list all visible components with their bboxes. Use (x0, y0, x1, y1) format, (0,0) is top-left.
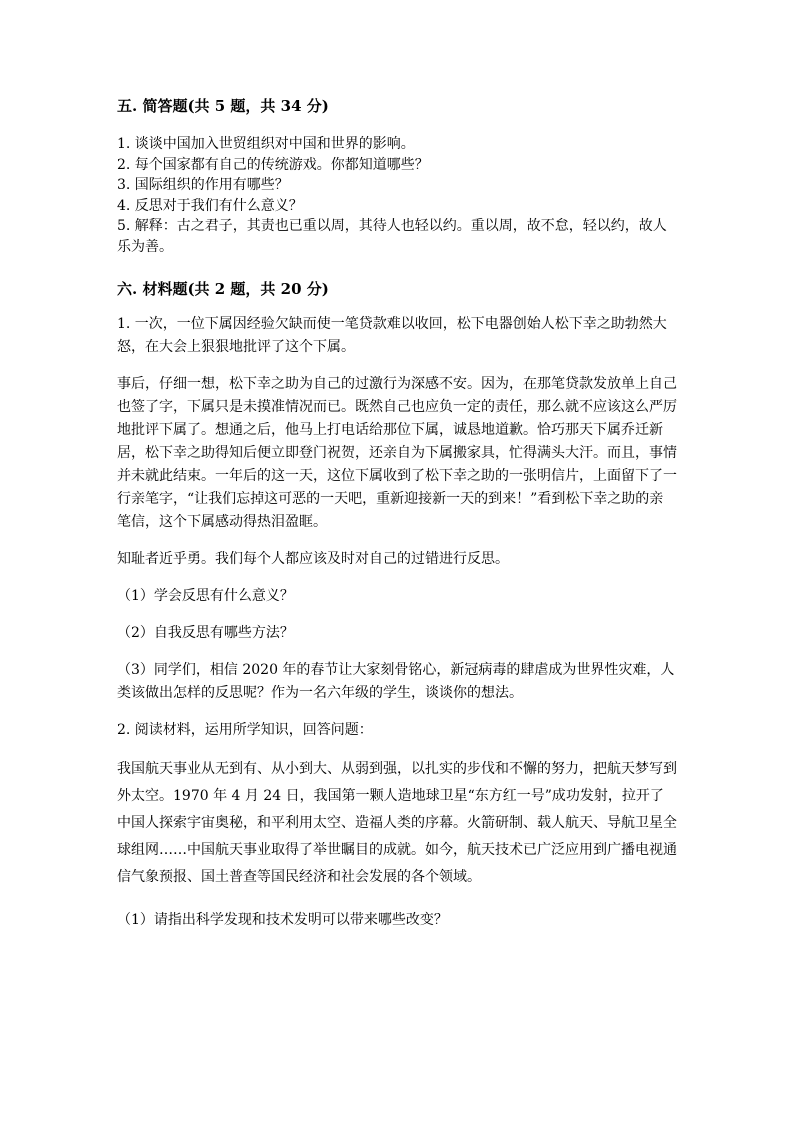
material-aerospace-text: 我国航天事业从无到有、从小到大、从弱到强，以扎实的步伐和不懈的努力，把航天梦写到外太空。1970 年 4 月 24 日，我国第一颗人造地球卫星“东方红一号”成功发射，拉开了中国人探索宇宙奥秘，和平利用太空、造福人类的序幕。火箭研制、载人航天、导航卫星全球组网……中国航天事业取得了举世瞩目的成就。如今，航天技术已广泛应用到广播电视通信气象预报、国土普查等国民经济和社会发展的各个领域。 (117, 761, 677, 885)
sub-question-q2-1: （1）请指出科学发现和技术发明可以带来哪些改变？ (117, 912, 448, 928)
question-item-4: 4. 反思对于我们有什么意义？ (117, 197, 303, 214)
material-question-1-intro: 1. 一次，一位下属因经验欠缺而使一笔贷款难以收回，松下电器创始人松下幸之助勃然大怒，在大会上狠狠地批评了这个下属。 (117, 316, 667, 355)
section5-list (117, 134, 677, 257)
material-question-2-intro: 2. 阅读材料，运用所学知识，回答问题： (117, 722, 373, 738)
question-item-5: 5. 解释：古之君子，其责也已重以周，其待人也轻以约。重以周，故不怠，轻以约，故人乐为善。 (117, 218, 667, 255)
sub-question-2: （2）自我反思有哪些方法？ (117, 625, 294, 641)
material-moral: 知耻者近乎勇。我们每个人都应该及时对自己的过错进行反思。 (117, 551, 509, 567)
section5-heading: 五. 简答题(共 5 题，共 34 分) (117, 97, 329, 115)
question-item-1: 1. 谈谈中国加入世贸组织对中国和世界的影响。 (117, 136, 415, 152)
sub-question-1: （1）学会反思有什么意义？ (117, 588, 294, 604)
exam-page (117, 96, 677, 932)
material-story: 事后，仔细一想，松下幸之助为自己的过激行为深感不安。因为，在那笔贷款发放单上自己也签了字，下属只是未摸准情况而已。既然自己也应负一定的责任，那么就不应该这么严厉地批评下属了。想通之后，他马上打电话给那位下属，诚恳地道歉。恰巧那天下属乔迁新居，松下幸之助得知后便立即登门祝贺，还亲自为下属搬家具，忙得满头大汗。而且，事情并未就此结束。一年后的这一天，这位下属收到了松下幸之助的一张明信片，上面留下了一行亲笔字，“让我们忘掉这可恶的一天吧，重新迎接新一天的到来！”看到松下幸之助的亲笔信，这个下属感动得热泪盈眶。 (117, 376, 677, 530)
question-item-2: 2. 每个国家都有自己的传统游戏。你都知道哪些？ (117, 156, 429, 173)
sub-question-3: （3）同学们，相信 2020 年的春节让大家刻骨铭心，新冠病毒的肆虐成为世界性灾难，人类该做出怎样的反思呢？作为一名六年级的学生，谈谈你的想法。 (117, 662, 675, 701)
section6-heading: 六. 材料题(共 2 题，共 20 分) (117, 280, 329, 298)
question-item-3: 3. 国际组织的作用有哪些？ (117, 177, 289, 193)
